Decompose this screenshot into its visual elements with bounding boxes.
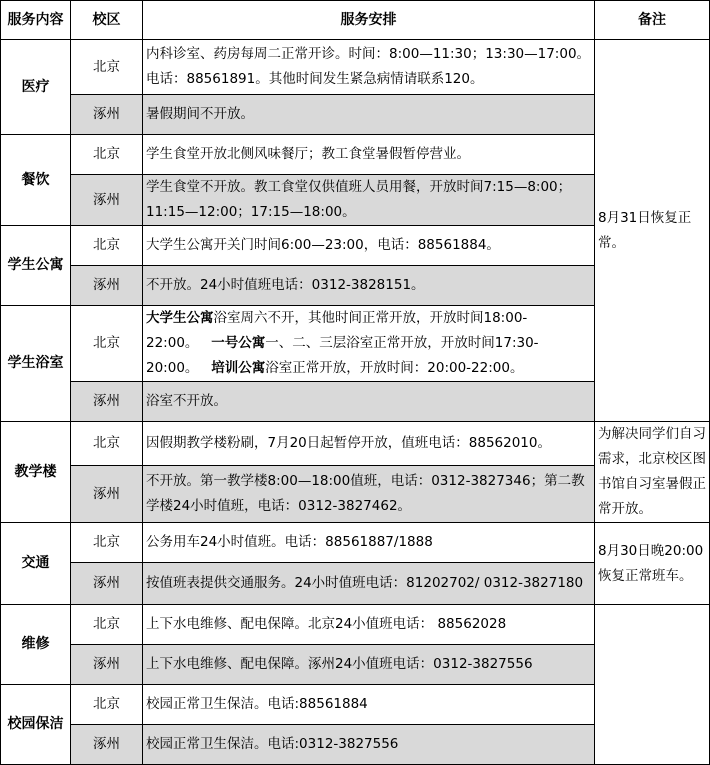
service-cleaning: 校园保洁 xyxy=(1,685,71,765)
medical-zhuozhou: 暑假期间不开放。 xyxy=(143,95,595,135)
teaching-beijing: 因假期教学楼粉刷，7月20日起暂停开放，值班电话：88562010。 xyxy=(143,422,595,466)
dining-beijing: 学生食堂开放北侧风味餐厅；教工食堂暑假暂停营业。 xyxy=(143,135,595,175)
bath-t3: 浴室正常开放，开放时间：20:00-22:00。 xyxy=(265,360,524,376)
dorm-zhuozhou: 不开放。24小时值班电话：0312-3828151。 xyxy=(143,266,595,306)
bath-t1: 浴室周六不开，其他时间正常开放，开放时间18:00-22:00。 xyxy=(146,310,528,351)
medical-beijing: 内科诊室、药房每周二正常开诊。时间：8:00—11:30；13:30—17:00。电话：88561891。其他时间发生紧急病情请联系120。 xyxy=(143,40,595,95)
header-remark: 备注 xyxy=(595,1,710,40)
header-service: 服务内容 xyxy=(1,1,71,40)
cleaning-zhuozhou: 校园正常卫生保洁。电话:0312-3827556 xyxy=(143,725,595,765)
header-arrangement: 服务安排 xyxy=(143,1,595,40)
dorm-beijing: 大学生公寓开关门时间6:00—23:00，电话：88561884。 xyxy=(143,226,595,266)
campus-zhuozhou: 涿州 xyxy=(71,95,143,135)
table-row xyxy=(1,605,710,645)
note-cell-empty xyxy=(595,605,710,765)
service-transport: 交通 xyxy=(1,523,71,605)
transport-zhuozhou: 按值班表提供交通服务。24小时值班电话：81202702/ 0312-3827180 xyxy=(143,563,595,605)
campus-beijing: 北京 xyxy=(71,40,143,95)
cleaning-beijing: 校园正常卫生保洁。电话:88561884 xyxy=(143,685,595,725)
campus-zhuozhou: 涿州 xyxy=(71,382,143,422)
campus-zhuozhou: 涿州 xyxy=(71,466,143,523)
note-1: 8月31日恢复正常。 xyxy=(598,209,692,251)
header-row xyxy=(1,1,710,40)
service-dorm: 学生公寓 xyxy=(1,226,71,306)
header-campus: 校区 xyxy=(71,1,143,40)
note-2: 为解决同学们自习需求，北京校区图书馆自习室暑假正常开放。 xyxy=(598,426,706,517)
repair-beijing: 上下水电维修、配电保障。北京24小值班电话： 88562028 xyxy=(143,605,595,645)
bath-beijing xyxy=(143,306,595,382)
service-repair: 维修 xyxy=(1,605,71,685)
campus-zhuozhou: 涿州 xyxy=(71,725,143,765)
note-cell-2 xyxy=(595,422,710,523)
note-cell-3 xyxy=(595,523,710,605)
transport-beijing: 公务用车24小时值班。电话：88561887/1888 xyxy=(143,523,595,563)
bath-t2: 一、二、三层浴室正常开放，开放时间17:30-20:00。 xyxy=(146,335,539,376)
campus-zhuozhou: 涿州 xyxy=(71,175,143,226)
note-3: 8月30日晚20:00恢复正常班车。 xyxy=(598,542,704,584)
note-cell-1 xyxy=(595,40,710,422)
campus-beijing: 北京 xyxy=(71,135,143,175)
service-bath: 学生浴室 xyxy=(1,306,71,422)
campus-beijing: 北京 xyxy=(71,605,143,645)
table-row xyxy=(1,40,710,95)
campus-beijing: 北京 xyxy=(71,306,143,382)
teaching-zhuozhou: 不开放。第一教学楼8:00—18:00值班，电话：0312-3827346；第二教学楼24小时值班，电话：0312-3827462。 xyxy=(143,466,595,523)
dining-zhuozhou: 学生食堂不开放。教工食堂仅供值班人员用餐，开放时间7:15—8:00；11:15—12:00；17:15—18:00。 xyxy=(143,175,595,226)
bath-zhuozhou: 浴室不开放。 xyxy=(143,382,595,422)
campus-zhuozhou: 涿州 xyxy=(71,266,143,306)
service-teaching: 教学楼 xyxy=(1,422,71,523)
table-row xyxy=(1,523,710,563)
service-medical: 医疗 xyxy=(1,40,71,135)
bath-b3: 培训公寓 xyxy=(211,360,266,376)
campus-beijing: 北京 xyxy=(71,685,143,725)
campus-beijing: 北京 xyxy=(71,523,143,563)
repair-zhuozhou: 上下水电维修、配电保障。涿州24小值班电话：0312-3827556 xyxy=(143,645,595,685)
campus-zhuozhou: 涿州 xyxy=(71,645,143,685)
table-row xyxy=(1,422,710,466)
campus-zhuozhou: 涿州 xyxy=(71,563,143,605)
bath-b2: 一号公寓 xyxy=(211,335,266,351)
bath-b1: 大学生公寓 xyxy=(146,310,214,326)
service-dining: 餐饮 xyxy=(1,135,71,226)
campus-beijing: 北京 xyxy=(71,422,143,466)
campus-beijing: 北京 xyxy=(71,226,143,266)
